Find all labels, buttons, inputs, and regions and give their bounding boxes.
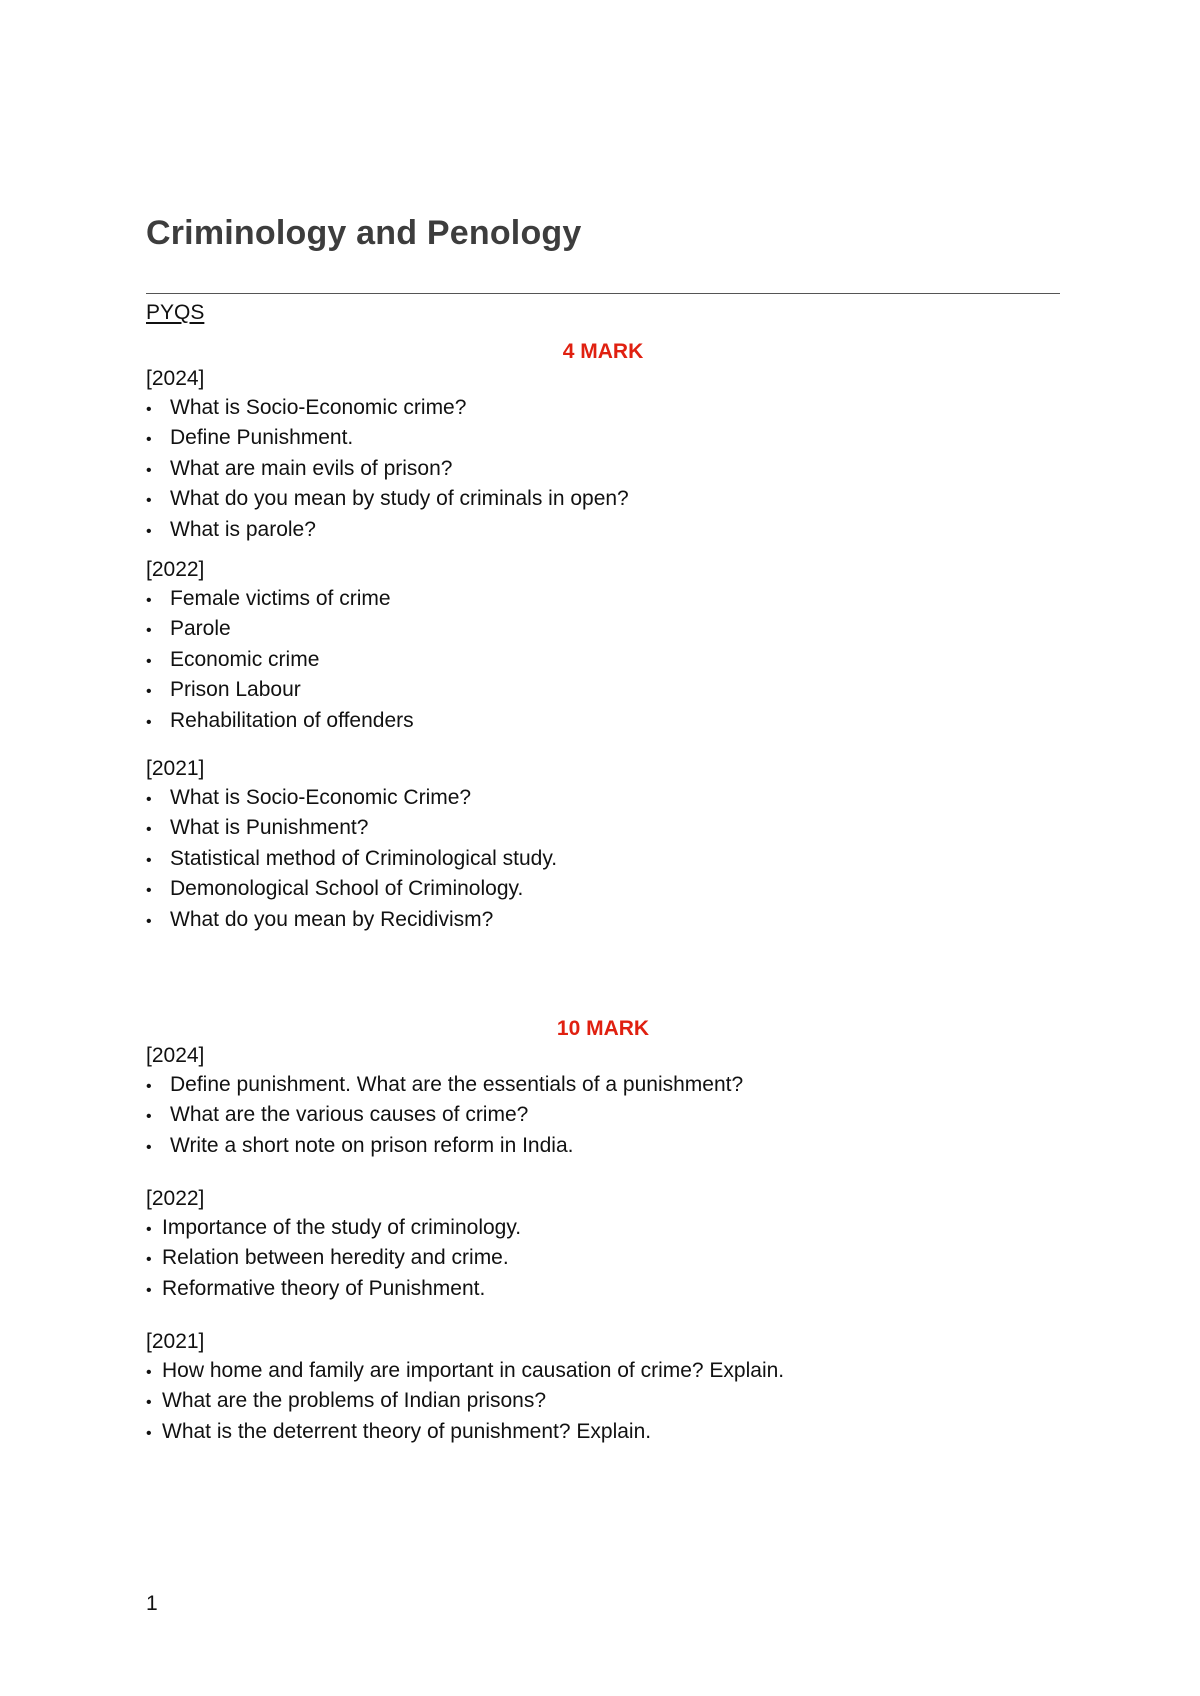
bullet-icon: • (146, 522, 152, 540)
bullet-icon: • (146, 821, 152, 839)
question-text: Parole (170, 617, 231, 641)
question-text: How home and family are important in causation of crime? Explain. (162, 1358, 785, 1382)
question-text: Statistical method of Criminological study. (170, 846, 558, 870)
question-list (146, 1071, 743, 1163)
list-item (146, 784, 557, 815)
list-item (146, 1214, 521, 1245)
bullet-icon: • (146, 790, 152, 808)
question-group-10-mark-2022 (146, 1185, 521, 1305)
bullet-icon: • (146, 400, 152, 418)
list-item (146, 1244, 521, 1275)
question-text: What is Socio-Economic crime? (170, 395, 467, 419)
question-list (146, 784, 557, 937)
list-item (146, 1418, 784, 1449)
question-text: What do you mean by Recidivism? (170, 907, 494, 931)
bullet-icon: • (146, 851, 152, 869)
title-divider (146, 293, 1060, 294)
bullet-icon: • (146, 461, 152, 479)
question-text: What is Punishment? (170, 816, 369, 840)
list-item (146, 1101, 743, 1132)
question-text: What do you mean by study of criminals in open? (170, 487, 629, 511)
section-heading-10-mark: 10 MARK (556, 1017, 650, 1040)
bullet-icon: • (146, 1220, 152, 1238)
question-text: What is the deterrent theory of punishment? Explain. (162, 1419, 652, 1443)
bullet-icon: • (146, 431, 152, 449)
list-item (146, 424, 629, 455)
question-list (146, 1357, 784, 1449)
list-item (146, 814, 557, 845)
document-subtitle: PYQS (146, 301, 205, 324)
bullet-icon: • (146, 1424, 152, 1442)
question-group-4-mark-2021 (146, 755, 557, 937)
list-item (146, 906, 557, 937)
question-text: What are the various causes of crime? (170, 1103, 529, 1127)
list-item (146, 485, 629, 516)
question-text: What is parole? (170, 517, 316, 541)
list-item (146, 845, 557, 876)
bullet-icon: • (146, 591, 152, 609)
question-text: What are main evils of prison? (170, 456, 453, 480)
list-item (146, 1275, 521, 1306)
question-list (146, 585, 414, 738)
question-text: Define Punishment. (170, 426, 354, 450)
list-item (146, 646, 414, 677)
list-item (146, 585, 414, 616)
question-group-4-mark-2022 (146, 556, 414, 738)
list-item (146, 455, 629, 486)
bullet-icon: • (146, 1077, 152, 1095)
document-title: Criminology and Penology (146, 214, 582, 252)
list-item (146, 516, 629, 547)
bullet-icon: • (146, 1363, 152, 1381)
list-item (146, 875, 557, 906)
bullet-icon: • (146, 683, 152, 701)
question-group-4-mark-2024 (146, 365, 629, 547)
question-text: Female victims of crime (170, 586, 391, 610)
list-item (146, 707, 414, 738)
bullet-icon: • (146, 622, 152, 640)
list-item (146, 1071, 743, 1102)
year-label: [2024] (146, 1044, 205, 1067)
question-group-10-mark-2021 (146, 1328, 784, 1448)
bullet-icon: • (146, 492, 152, 510)
year-label: [2022] (146, 1187, 205, 1210)
year-label: [2022] (146, 558, 205, 581)
year-label: [2021] (146, 1330, 205, 1353)
question-text: Define punishment. What are the essentials of a punishment? (170, 1072, 744, 1096)
question-text: Importance of the study of criminology. (162, 1215, 522, 1239)
question-text: Relation between heredity and crime. (162, 1246, 509, 1270)
list-item (146, 615, 414, 646)
question-text: Rehabilitation of offenders (170, 708, 414, 732)
bullet-icon: • (146, 1251, 152, 1269)
question-text: What are the problems of Indian prisons? (162, 1389, 547, 1413)
question-text: Write a short note on prison reform in India. (170, 1133, 574, 1157)
bullet-icon: • (146, 1394, 152, 1412)
question-text: Demonological School of Criminology. (170, 877, 524, 901)
bullet-icon: • (146, 652, 152, 670)
list-item (146, 1357, 784, 1388)
question-list (146, 394, 629, 547)
question-list (146, 1214, 521, 1306)
question-text: Economic crime (170, 647, 320, 671)
question-text: Reformative theory of Punishment. (162, 1276, 486, 1300)
bullet-icon: • (146, 882, 152, 900)
page-number: 1 (146, 1592, 158, 1615)
question-text: Prison Labour (170, 678, 301, 702)
list-item (146, 394, 629, 425)
list-item (146, 676, 414, 707)
bullet-icon: • (146, 713, 152, 731)
bullet-icon: • (146, 1138, 152, 1156)
bullet-icon: • (146, 1108, 152, 1126)
list-item (146, 1132, 743, 1163)
year-label: [2021] (146, 757, 205, 780)
bullet-icon: • (146, 912, 152, 930)
section-heading-4-mark: 4 MARK (562, 340, 644, 363)
bullet-icon: • (146, 1281, 152, 1299)
question-group-10-mark-2024 (146, 1042, 743, 1162)
question-text: What is Socio-Economic Crime? (170, 785, 472, 809)
list-item (146, 1387, 784, 1418)
year-label: [2024] (146, 367, 205, 390)
